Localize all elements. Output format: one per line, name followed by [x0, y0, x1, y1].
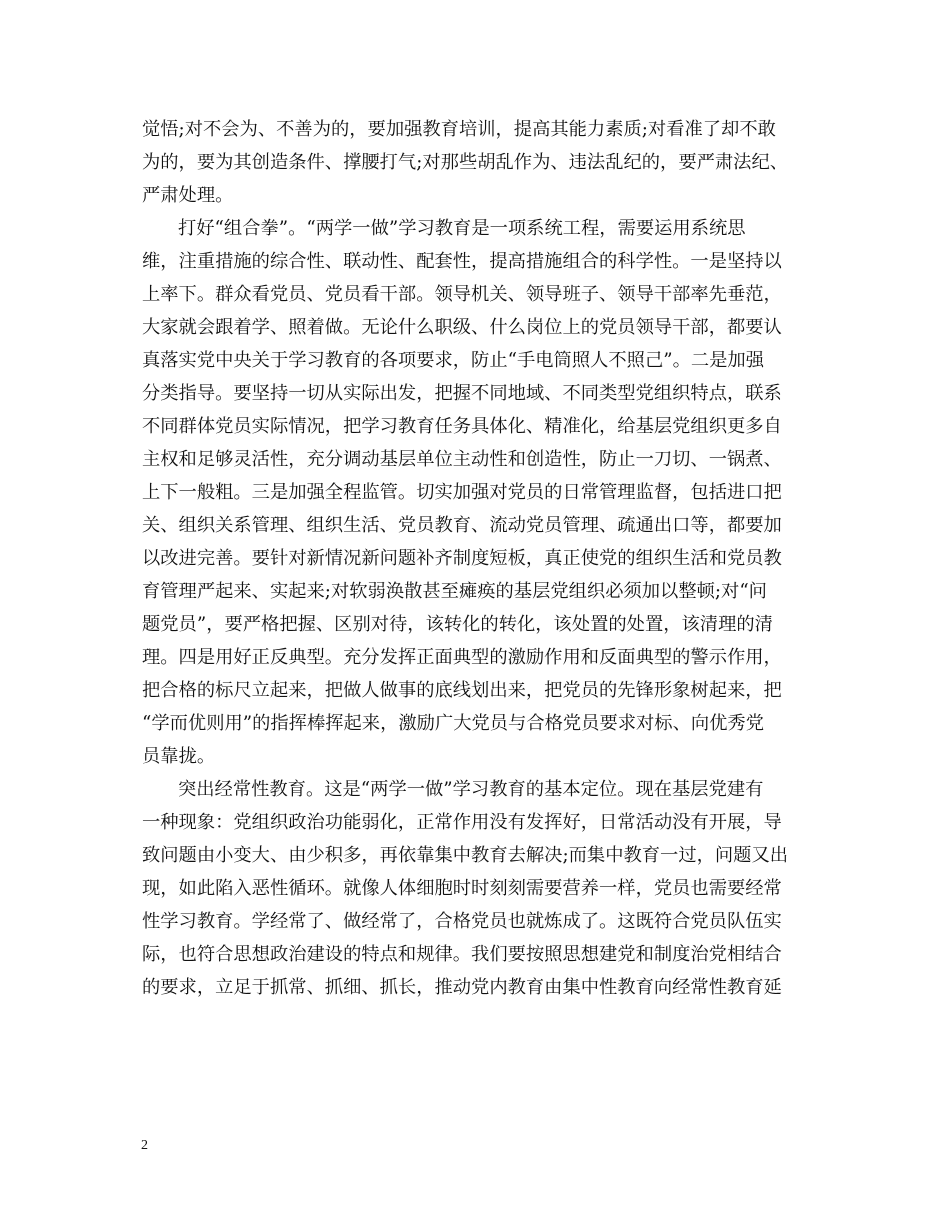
- text-line: 理。四是用好正反典型。充分发挥正面典型的激励作用和反面典型的警示作用，: [142, 647, 782, 668]
- text-line: 主权和足够灵活性，充分调动基层单位主动性和创造性，防止一刀切、一锅煮、: [142, 449, 782, 470]
- text-line: 不同群体党员实际情况，把学习教育任务具体化、精准化，给基层党组织更多自: [142, 416, 782, 437]
- text-line: 际，也符合思想政治建设的特点和规律。我们要按照思想建党和制度治党相结合: [142, 944, 782, 965]
- text-line: 现，如此陷入恶性循环。就像人体细胞时时刻刻需要营养一样，党员也需要经常: [142, 878, 782, 899]
- paragraph-first-line: 打好“组合拳”。“两学一做”学习教育是一项系统工程，需要运用系统思: [178, 218, 746, 239]
- page-number: 2: [141, 1138, 148, 1153]
- text-line: 性学习教育。学经常了、做经常了，合格党员也就炼成了。这既符合党员队伍实: [142, 911, 782, 932]
- text-line: 为的，要为其创造条件、撑腰打气;对那些胡乱作为、违法乱纪的，要严肃法纪、: [142, 152, 789, 173]
- text-line: 真落实党中央关于学习教育的各项要求，防止“手电筒照人不照己”。二是加强: [142, 350, 764, 371]
- paragraph-first-line: 突出经常性教育。这是“两学一做”学习教育的基本定位。现在基层党建有: [178, 779, 764, 800]
- text-line: 严肃处理。: [142, 185, 234, 206]
- text-line: 上下一般粗。三是加强全程监管。切实加强对党员的日常管理监督，包括进口把: [142, 482, 782, 503]
- text-line: 上率下。群众看党员、党员看干部。领导机关、领导班子、领导干部率先垂范，: [142, 284, 782, 305]
- text-line: 一种现象：党组织政治功能弱化，正常作用没有发挥好，日常活动没有开展，导: [142, 812, 782, 833]
- text-line: 把合格的标尺立起来，把做人做事的底线划出来，把党员的先锋形象树起来，把: [142, 680, 782, 701]
- text-line: “学而优则用”的指挥棒挥起来，激励广大党员与合格党员要求对标、向优秀党: [142, 713, 764, 734]
- text-line: 维，注重措施的综合性、联动性、配套性，提高措施组合的科学性。一是坚持以: [142, 251, 782, 272]
- text-line: 分类指导。要坚持一切从实际出发，把握不同地域、不同类型党组织特点，联系: [142, 383, 782, 404]
- text-line: 员靠拢。: [142, 746, 216, 767]
- text-line: 的要求，立足于抓常、抓细、抓长，推动党内教育由集中性教育向经常性教育延: [142, 977, 782, 998]
- text-line: 觉悟;对不会为、不善为的，要加强教育培训，提高其能力素质;对看准了却不敢: [142, 119, 776, 140]
- text-line: 以改进完善。要针对新情况新问题补齐制度短板，真正使党的组织生活和党员教: [142, 548, 782, 569]
- text-line: 大家就会跟着学、照着做。无论什么职级、什么岗位上的党员领导干部，都要认: [142, 317, 782, 338]
- text-line: 题党员”，要严格把握、区别对待，该转化的转化，该处置的处置，该清理的清: [142, 614, 773, 635]
- document-body: [142, 113, 810, 1004]
- text-line: 育管理严起来、实起来;对软弱涣散甚至瘫痪的基层党组织必须加以整顿;对“问: [142, 581, 767, 602]
- text-line: 关、组织关系管理、组织生活、党员教育、流动党员管理、疏通出口等，都要加: [142, 515, 782, 536]
- text-line: 致问题由小变大、由少积多，再依靠集中教育去解决;而集中教育一过，问题又出: [142, 845, 789, 866]
